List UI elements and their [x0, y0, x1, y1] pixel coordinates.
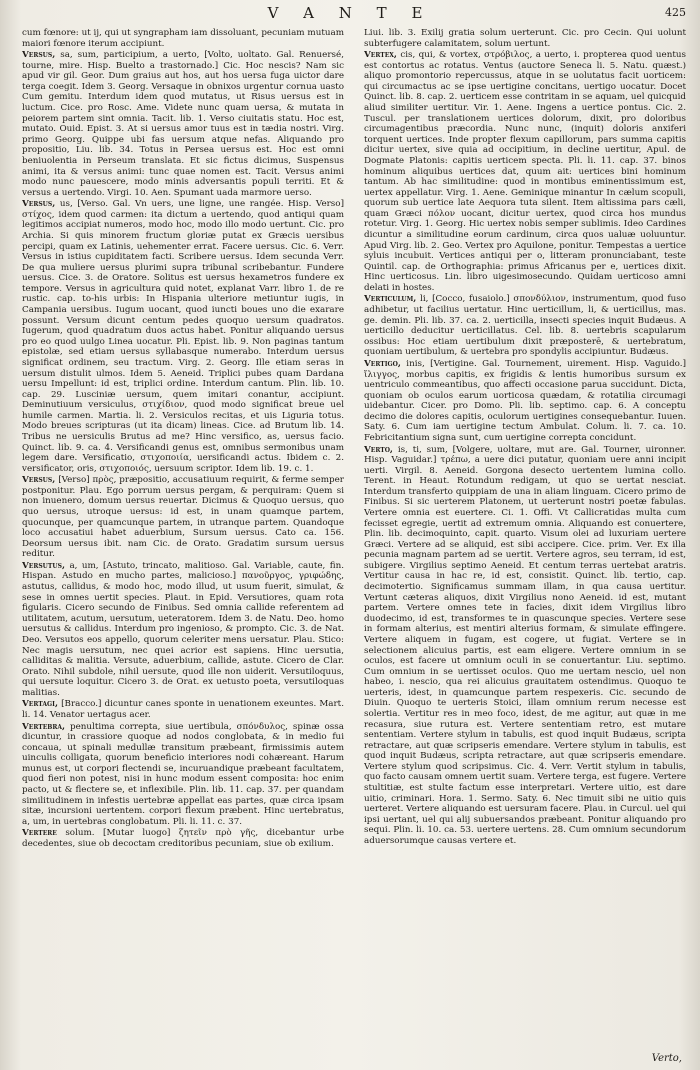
entry-headword: Vertagi,: [22, 699, 59, 710]
dictionary-entry: [22, 475, 344, 560]
text-columns: [22, 28, 686, 1050]
running-head: V A N T E: [267, 4, 433, 22]
entry-text: solum. [Mutar luogo] ζητεῖν πρὸ γῆς, dicebantur urbe decedentes, siue ob decoctam creditoribus pecuniam, siue ob exilium.: [22, 828, 344, 849]
dictionary-entry: [364, 28, 686, 49]
entry-headword: Verticulum,: [364, 294, 417, 305]
dictionary-entry: [22, 699, 344, 720]
entry-headword: Versus,: [22, 199, 56, 210]
entry-text: Liui. lib. 3. Exilij gratia solum uerterunt. Cic. pro Cecin. Qui uolunt subterfugere calamitatem, solum uertunt.: [364, 28, 686, 49]
entry-headword: Versus,: [22, 475, 56, 486]
entry-headword: Versus,: [22, 50, 56, 61]
dictionary-entry: [22, 199, 344, 474]
entry-text: a, um, [Astuto, trincato, malitioso. Gal. Variable, caute, fin. Hispan. Astudo en mucho partes, malicioso.] πανοῦργος, γριφώδης, astutus, callidus, & modo hoc, modo illud, ut usum fuerit, simulat, & sese in omnes uertit species. Plaut. in Epid. Versutiores, quam rota figularis. Cicero secundo de Finibus. Sed omnia callide referentem ad utilitatem, acutum, uersutum, ueteratorem. Idem 3. de Natu. Deo. homo uersutus & callidus. Interdum pro ingenioso, & prompto. Cic. 3. de Nat. Deo. Versutos eos appello, quorum celeriter mens uersatur. Plau. Stico: Nec magis uersutum, nec quei acrior est sapiens. Hinc uersutia, calliditas & malitia. Versute, aduerbium, callide, astute. Cicero de Clar. Orato. Nihil subdole, nihil uersute, quod ille non uiderit. Versutiloquus, qui uersute loquitur. Cicero 3. de Orat. ex uetusto poeta, versutiloquas malitias.: [22, 560, 344, 698]
entry-text: li, [Cocco, fusaiolo.] σπονδύλιον, instrumentum, quod fuso adhibetur, ut facilius uertatur. Hinc uerticillum, li, & uerticillus, mas. ge. demin. Pli. lib. 37. ca. 2. uerticilla, insecti species inquit Budæus. A uerticillo deducitur uerticillatus. Cel. lib. 8. uertebris scapularum ossibus: Hoc etiam uertibulum dixit præposterē, & uertebratum, quoniam uertibulum, & uertebra pro spondylis accipiuntur. Budæus.: [364, 294, 686, 358]
entry-headword: Vertere: [22, 828, 57, 839]
entry-text: us, [Verso. Gal. Vn uers, une ligne, une rangée. Hisp. Verso] στίχος, idem quod carmen: ita dictum a uertendo, quod antiqui quam legitimos accipiat numeros, modo hoc, modo illo modo uertunt. Cic. pro Archia. Si quis minorem fructum gloriæ putat ex Græcis uersibus percipi, quam ex Latinis, uehementer errat. Facere uersus. Cic. 6. Verr. Versus in istius cupiditatem facti. Scribere uersus. Idem secunda Verr. De qua muliere uersus plurimi supra tribunal scribebantur. Fundere uersus. Cice. 3. de Oratore. Solitus est uersus hexametros fundere ex tempore. Versus in agricultura quid notet, explanat Varr. libro 1. de re rustic. cap. to-his urbis: In Hispania ulteriore metiuntur iugis, in Campania uersibus. Iugum uocant, quod iuncti boues uno die exarare possunt. Versum dicunt centum pedes quoquo uersum quadratos. Iugerum, quod quadratum duos actus habet. Ponitur aliquando uersus pro eo quod uulgo Linea uocatur. Pli. Epist. lib. 9. Non paginas tantum epistolæ, sed etiam uersus syllabasque numerabo. Interdum uersus significat ordinem, seu tractum. Virg. 2. Georg. Ille etiam seras in uersum distulit ulmos. Idem 5. Aeneid. Triplici pubes quam Dardana uersu Impellunt: id est, triplici ordine. Interdum cantum. Plin. lib. 10. cap. 29. Lusciniæ uersum, quem imitari conantur, accipiunt. Deminutiuum versiculus, στιχίδιον, quod modo significat breue uel humile carmen. Martia. li. 2. Versiculos recitas, et uis Liguria totus. Modo breues scripturas (ut ita dicam) lineas. Cice. ad Brutum lib. 14. Tribus ne uersiculis Brutus ad me? Hinc versifico, as, uersus facio. Quinct. lib. 9. ca. 4. Versificandi genus est, omnibus sermonibus unam legem dare. Versificatio, στιχοποιία, uersificandi actus. Ibidem c. 2. versificator, oris, στιχοποιός, uersuum scriptor. Idem lib. 19. c. 1.: [22, 199, 344, 474]
page-header: [0, 4, 700, 26]
dictionary-entry: [364, 359, 686, 444]
entry-headword: Vertex,: [364, 50, 397, 61]
entry-headword: Verto,: [364, 444, 393, 455]
entry-headword: Vertigo,: [364, 358, 401, 369]
entry-text: [Verso] πρὸς, præpositio, accusatiuum requirit, & ferme semper postponitur. Plau. Ego porrum uersus pergam, & perquiram: Quem si non inuenero, domum uersus reuertar. Dicimus & Quoquo uersus, quo quo uersus, utroque uersus: id est, in unam quamque partem, quocunque, per quamcunque partem, in utranque partem. Quandoque loco accusatiui habet aduerbium, Sursum uersus. Cato ca. 156. Deorsum uersus ibit. nam Cic. de Orato. Gradatim sursum uersus reditur.: [22, 475, 344, 560]
dictionary-entry: [364, 445, 686, 847]
page-number: 425: [665, 6, 686, 19]
left-column: [22, 28, 344, 1050]
entry-text: [Bracco.] dicuntur canes sponte in uenationem exeuntes. Mart. li. 14. Venator uertagus acer.: [22, 699, 344, 720]
entry-headword: Vertebra,: [22, 721, 66, 732]
dictionary-entry: [22, 28, 344, 49]
dictionary-entry: [22, 561, 344, 699]
dictionary-entry: [364, 294, 686, 357]
dictionary-entry: [22, 722, 344, 828]
entry-text: is, ti, sum, [Volgere, uoltare, mut are. Gal. Tourner, uironner. Hisp. Vaguidar.] τρέπω, a uere dici putatur, quoniam uere anni incipit uerti. Virgil. 8. Aeneid. Gorgona desecto uertentem lumina collo. Terent. in Heaut. Rotundum redigam, ut quo se uertat nesciat. Interdum transferto quippiam de una in aliam linguam. Cicero primo de Finibus. Si sic uerterem Platonem, ut uerterunt nostri poetæ fabulas. Vertere omnia est euertere. Ci. 1. Offi. Vt Callicratidas multa cum fecisset egregie, uertit ad extremum omnia. Aliquando est conuertere, Plin. lib. decimoquinto, capit. quarto. Visum olei ad luxuriam uertere Græci. Vertere ad se aliquid, est sibi accipere. Cice. prim. Ver. Ex illa pecunia magnam partem ad se uertit. Vertere agros, seu terram, id est, subigere. Virgilius septimo Aeneid. Et centum terras uertebat aratris. Vertitur causa in hac re, id est, consistit. Quinct. lib. tertio, cap. decimotertio. Significamus summam illam, in qua causa uertitur. Vertunt cæteras aliquos, dixit Virgilius nono Aeneid. id est, mutant partem. Vertere omnes tete in facies, dixit idem Virgilius libro duodecimo, id est, transformes te in quascunque species. Vertere sese in formam alterius, est mentiri alterius formam, & simulate effingere. Vertere aliquem in fugam, est cogere, ut fugiat. Vertere se in selectionem alicuius partis, est eam eligere. Vertere omnium in se oculos, est facere ut omnium oculi in se conuertantur. Liu. septimo. Cum omnium in se uertisset oculos. Quo me uertam nescio, uel non habeo, i. nescio, qua rei alicuius grauitatem ostendimus. Quoquo te uerteris, idest, in quamcunque partem respexeris. Cic. secundo de Diuin. Quoquo te uerteris Stoici, illam omnium rerum necesse est solertia. Vertitur res in meo foco, idest, de me agitur, aut quæ in me recasura, siue rutura est. Vertere sententiam retro, est mutare sententiam. Vertere stylum in tabulis, est quod inquit Budæus, scripta retractare, aut quæ scripseris emendare. Vertere stylum in tabulis, est quod inquit Budæus, scripta retractare, aut quæ scripseris emendare. Vertere stylum quod scripsimus. Cic. 4. Verr. Vertit stylum in tabulis, quo facto causam omnem uertit suam. Vertere terga, est fugere. Vertere stultitiæ, est stulte factum esse interpretari. Vertere uitio, est dare uitio, criminari. Hora. 1. Sermo. Saty. 6. Nec timuit sibi ne uitio quis uerteret. Vertere aliquando est uersuram facere. Plau. in Curcul. uel qui ipsi uertant, uel qui alij subuersandos præbeant. Ponitur aliquando pro sequi. Plin. li. 10. ca. 53. uertere uertens. 28. Cum omnium secundorum aduersorumque causas vertere et.: [364, 444, 686, 846]
catchword: Verto,: [651, 1053, 682, 1064]
dictionary-entry: [364, 50, 686, 293]
entry-text: sa, sum, participium, a uerto, [Volto, uoltato. Gal. Renuersé, tourne, mire. Hisp. Buelto a trastornado.] Cic. Hoc nescis? Nam sic apud vir gil. Geor. Dum graius aut hos, aut hos uersa fuga uictor dare terga coegit. Idem 3. Georg. Versaque in obnixos urgentur cornua uasto Cum gemitu. Interdum idem quod mutatus, ut Risus uersus est in luctum. Cice. pro Rosc. Ame. Videte nunc quam uersa, & mutata in peiorem partem sint omnia. Tacit. lib. 1. Verso ciuitatis statu. Hoc est, mutato. Ouid. Epist. 3. At si uersus amor tuus est in tædia nostri. Virg. primo Georg. Quippe ubi fas uersum atque nefas. Aliquando pro propositio, Liu. lib. 34. Totus in Persea uersus est. Hoc est omni beniuolentia in Perseum translata. Et sic fictus dicimus, Suspensus animi, ita & versus animi: tunc quae nomen est. Tacit. Versus animi modo nunc pauescere, modo minis adversantis populi territi. Et & versus a uertendo. Virgi. 10. Aen. Spumant uada marmore uerso.: [22, 50, 344, 198]
entry-text: cum fœnore: ut ij, qui ut syngrapham iam dissoluant, pecuniam mutuam maiori fœnore iterum accipiunt.: [22, 28, 344, 49]
entry-text: cis, qui, & vortex, στρόβιλος, a uerto, i. propterea quod uentus est contortus ac rotatus. Ventus (auctore Seneca li. 5. Natu. quæst.) aliquo promontorio repercussus, atque in se uolutatus facit uorticem: qui circumactus ac se ipse uertigine concitans, uertigo uocatur. Docet Quinct. lib. 8. cap. 2. uerticem esse contritam in se aquam, uel quicquid aliud similiter uertitur. Vir. 1. Aene. Ingens a uertice pontus. Cic. 2. Tuscul. per translationem uertices dolorum, dixit, pro doloribus circumagentibus præcordia. Nunc nunc, (inquit) doloris anxiferi torquent uertices. Inde propter flexum capillorum, pars summa capitis dicitur uertex, sive quia ad occipitium, in decline uertitur, Apul. de Dogmate Platonis: capitis uerticem specta. Pli. li. 11. cap. 37. binos hominum aliquibus uertices dat, quum ait: uertices bini hominum tantum. Ab hac similitudine: quod in montibus eminentissimum est, uertex appellatur. Virg. 1. Aene. Geminique minantur In cælum scopuli, quorum sub uertice late Aequora tuta silent. Item altissima pars cæli, quam Græci πόλον uocant, dicitur uertex, quod circa hos mundus rotetur. Virg. 1. Georg. Hic uertex nobis semper sublimis. Ideo Cardines dicuntur a similitudine eorum cardinum, circa quos ualuæ uoluuntur. Apud Virg. lib. 2. Geo. Vertex pro Aquilone, ponitur. Tempestas a uertice syluis incubuit. Vertices antiqui per o, litteram pronunciabant, teste Quintil. cap. de Orthographia: primus Africanus per e, uertices dixit. Hinc uerticosus. Lin. libro uigesimosecundo. Quidam uerticoso amni delati in hostes.: [364, 50, 686, 293]
dictionary-entry: [22, 50, 344, 198]
entry-text: penultima correpta, siue uertibula, σπόνδυλος, spinæ ossa dicuntur, in crassiore quoque ad nodos conglobata, & in medio fui concaua, ut spinali medullæ transitum præbeant, firmissimis autem uinculis colligata, quorum beneficio interiores nodi cohæreant. Harum munus est, ut corpori flectendi se, incuruandique præbeant facultatem, quod fieri non potest, nisi in hunc modum essent composita: hoc enim pacto, ut & flectere se, et inflexibile. Plin. lib. 11. cap. 37. per quandam similitudinem in infestis uertebræ appellat eas partes, quæ circa ipsam sitæ, incursioni uertentem. corpori flexum præbent. Hinc uertebratus, a, um, in uertebras conglobatum. Pli. li. 11. c. 37.: [22, 721, 344, 827]
right-column: [364, 28, 686, 1050]
dictionary-entry: [22, 828, 344, 849]
entry-text: inis, [Vertigine. Gal. Tournement, uirement. Hisp. Vaguido.] ἴλιγγος, morbus capitis, ex frigidis & lentis humoribus sursum ex uentriculo commeantibus, quo affecti occasione parua succidunt. Dicta, quoniam ob oculos earum uorticosa quædam, & rotatilia circumagi uidebantur. Cicer. pro Domo. Pli. lib. septimo. cap. 6. A conceptu decimo die dolores capitis, oculorum uertigines consequebantur. Iuuen. Saty. 6. Cum iam uertigine tectum Ambulat. Colum. li. 7. ca. 10. Febricitantium signa sunt, cum uertigine correpta concidunt.: [364, 358, 686, 443]
entry-headword: Versutus,: [22, 560, 65, 571]
